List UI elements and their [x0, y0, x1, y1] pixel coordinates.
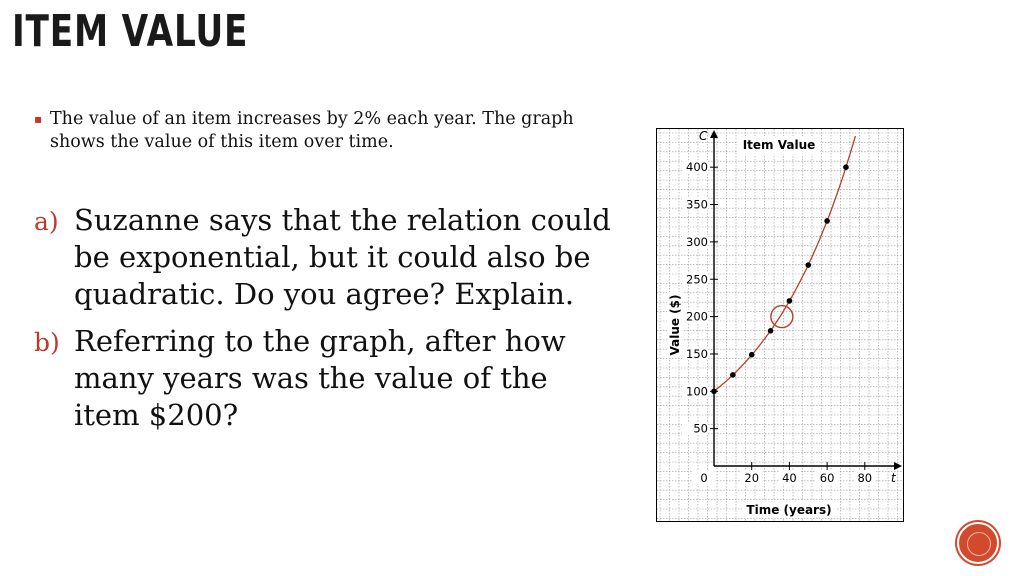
y-tick-label: 100 — [686, 384, 708, 399]
y-axis-symbol: C — [699, 129, 708, 143]
data-point — [768, 328, 774, 334]
question-text: Referring to the graph, after how many years was the value of the item $200? — [74, 324, 566, 432]
data-point — [787, 298, 793, 304]
nav-button-ring — [967, 532, 991, 556]
data-point — [730, 372, 736, 378]
data-point — [749, 352, 755, 358]
chart-title: Item Value — [742, 138, 816, 152]
x-axis-label: Time (years) — [746, 503, 832, 517]
bullet-marker: ▪ — [34, 112, 43, 126]
y-tick-label: 150 — [686, 346, 708, 361]
question-label: b) — [34, 328, 60, 357]
data-point — [711, 389, 717, 395]
question-a — [34, 202, 614, 313]
x-tick-label: 60 — [819, 471, 835, 485]
y-tick-label: 400 — [686, 160, 708, 175]
slide-nav-button[interactable] — [957, 522, 999, 564]
data-point — [843, 164, 849, 170]
x-tick-label: 0 — [700, 471, 708, 485]
question-text: Suzanne says that the relation could be exponential, but it could also be quadratic. Do you agree? Explain. — [74, 203, 611, 311]
y-axis-label: Value ($) — [668, 294, 682, 356]
chart-svg — [656, 128, 904, 522]
intro-bullet-item — [34, 108, 614, 154]
slide-title: ITEM VALUE — [12, 6, 249, 57]
intro-text: The value of an item increases by 2% each year. The graph shows the value of this item over time. — [50, 109, 574, 152]
y-tick-label: 300 — [686, 234, 708, 249]
x-tick-label: 40 — [782, 471, 797, 485]
data-point — [805, 262, 811, 268]
question-label: a) — [34, 207, 59, 236]
item-value-graph — [656, 128, 904, 522]
data-point — [824, 218, 830, 224]
chart-frame — [657, 129, 904, 522]
y-tick-label: 200 — [686, 309, 708, 324]
x-tick-label: 20 — [744, 471, 760, 485]
x-axis-symbol: t — [891, 471, 896, 485]
y-tick-label: 50 — [693, 421, 708, 436]
x-tick-label: 80 — [857, 471, 873, 485]
question-b — [34, 323, 614, 434]
y-tick-label: 350 — [686, 197, 708, 212]
question-list — [34, 202, 614, 444]
y-tick-label: 250 — [686, 272, 708, 287]
